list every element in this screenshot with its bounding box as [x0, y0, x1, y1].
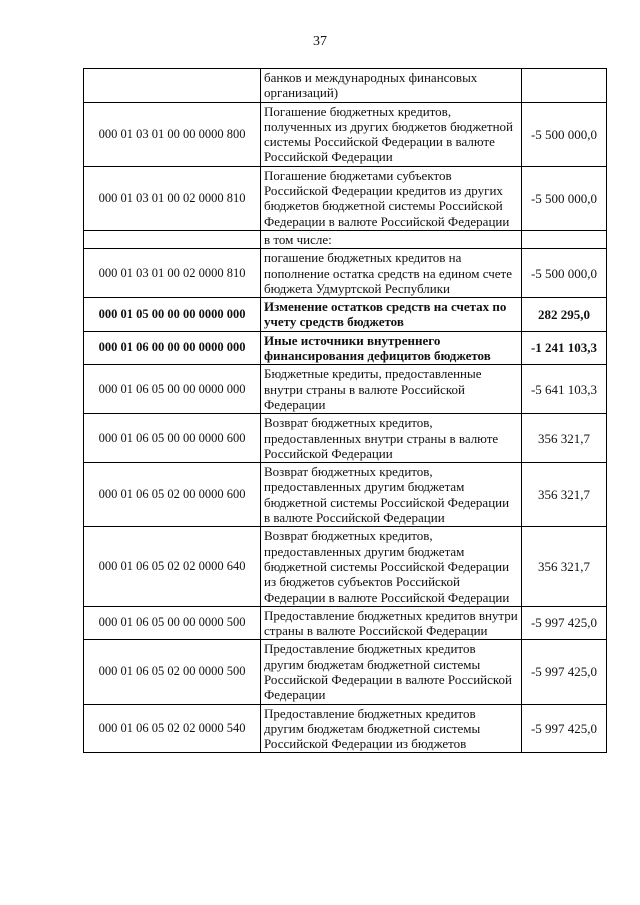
budget-code-cell: 000 01 03 01 00 00 0000 800 — [84, 102, 261, 166]
table-row — [84, 365, 607, 414]
amount-cell: -1 241 103,3 — [522, 331, 607, 365]
budget-code-cell — [84, 230, 261, 248]
budget-code-cell: 000 01 06 05 02 02 0000 640 — [84, 527, 261, 606]
item-name-cell: Бюджетные кредиты, предоставленные внутри страны в валюте Российской Федерации — [261, 365, 522, 414]
item-name-cell: Погашение бюджетами субъектов Российской Федерации кредитов из других бюджетов бюджетной системы Российской Федерации в валюте Российской Федерации — [261, 166, 522, 230]
budget-code-cell: 000 01 03 01 00 02 0000 810 — [84, 166, 261, 230]
budget-code-cell: 000 01 03 01 00 02 0000 810 — [84, 249, 261, 298]
amount-cell: -5 500 000,0 — [522, 249, 607, 298]
item-name-cell: Возврат бюджетных кредитов, предоставленных внутри страны в валюте Российской Федерации — [261, 414, 522, 463]
item-name-cell: Иные источники внутреннего финансирования дефицитов бюджетов — [261, 331, 522, 365]
table-row — [84, 606, 607, 640]
amount-cell: -5 997 425,0 — [522, 640, 607, 704]
table-row — [84, 414, 607, 463]
amount-cell — [522, 230, 607, 248]
budget-code-cell: 000 01 06 00 00 00 0000 000 — [84, 331, 261, 365]
item-name-cell: погашение бюджетных кредитов на пополнение остатка средств на едином счете бюджета Удмуртской Республики — [261, 249, 522, 298]
amount-cell: 356 321,7 — [522, 527, 607, 606]
table-row — [84, 640, 607, 704]
table-row — [84, 69, 607, 103]
table-row — [84, 704, 607, 753]
amount-cell: -5 500 000,0 — [522, 166, 607, 230]
amount-cell: -5 997 425,0 — [522, 704, 607, 753]
table-row — [84, 230, 607, 248]
amount-cell: 356 321,7 — [522, 414, 607, 463]
item-name-cell: Возврат бюджетных кредитов, предоставленных другим бюджетам бюджетной системы Российской Федерации в валюте Российской Федерации — [261, 463, 522, 527]
table-row — [84, 102, 607, 166]
item-name-cell: в том числе: — [261, 230, 522, 248]
budget-code-cell — [84, 69, 261, 103]
budget-code-cell: 000 01 06 05 02 02 0000 540 — [84, 704, 261, 753]
amount-cell: 282 295,0 — [522, 298, 607, 332]
budget-code-cell: 000 01 06 05 00 00 0000 000 — [84, 365, 261, 414]
item-name-cell: Предоставление бюджетных кредитов внутри страны в валюте Российской Федерации — [261, 606, 522, 640]
amount-cell: -5 641 103,3 — [522, 365, 607, 414]
item-name-cell: банков и международных финансовых организаций) — [261, 69, 522, 103]
amount-cell: 356 321,7 — [522, 463, 607, 527]
item-name-cell: Погашение бюджетных кредитов, полученных из других бюджетов бюджетной системы Российской Федерации в валюте Российской Федерации — [261, 102, 522, 166]
budget-code-cell: 000 01 06 05 02 00 0000 500 — [84, 640, 261, 704]
amount-cell — [522, 69, 607, 103]
page-number: 37 — [313, 34, 327, 49]
table-row — [84, 331, 607, 365]
budget-code-cell: 000 01 06 05 00 00 0000 600 — [84, 414, 261, 463]
budget-sources-table — [83, 68, 607, 753]
table-row — [84, 527, 607, 606]
table-row — [84, 298, 607, 332]
item-name-cell: Изменение остатков средств на счетах по учету средств бюджетов — [261, 298, 522, 332]
item-name-cell: Возврат бюджетных кредитов, предоставленных другим бюджетам бюджетной системы Российской Федерации из бюджетов субъектов Российской Федерации в валюте Российской Федерации — [261, 527, 522, 606]
budget-code-cell: 000 01 05 00 00 00 0000 000 — [84, 298, 261, 332]
amount-cell: -5 500 000,0 — [522, 102, 607, 166]
item-name-cell: Предоставление бюджетных кредитов другим бюджетам бюджетной системы Российской Федерации в валюте Российской Федерации — [261, 640, 522, 704]
table-row — [84, 166, 607, 230]
table-row — [84, 463, 607, 527]
item-name-cell: Предоставление бюджетных кредитов другим бюджетам бюджетной системы Российской Федерации из бюджетов — [261, 704, 522, 753]
table-body — [84, 69, 607, 753]
budget-code-cell: 000 01 06 05 00 00 0000 500 — [84, 606, 261, 640]
table-row — [84, 249, 607, 298]
amount-cell: -5 997 425,0 — [522, 606, 607, 640]
budget-code-cell: 000 01 06 05 02 00 0000 600 — [84, 463, 261, 527]
